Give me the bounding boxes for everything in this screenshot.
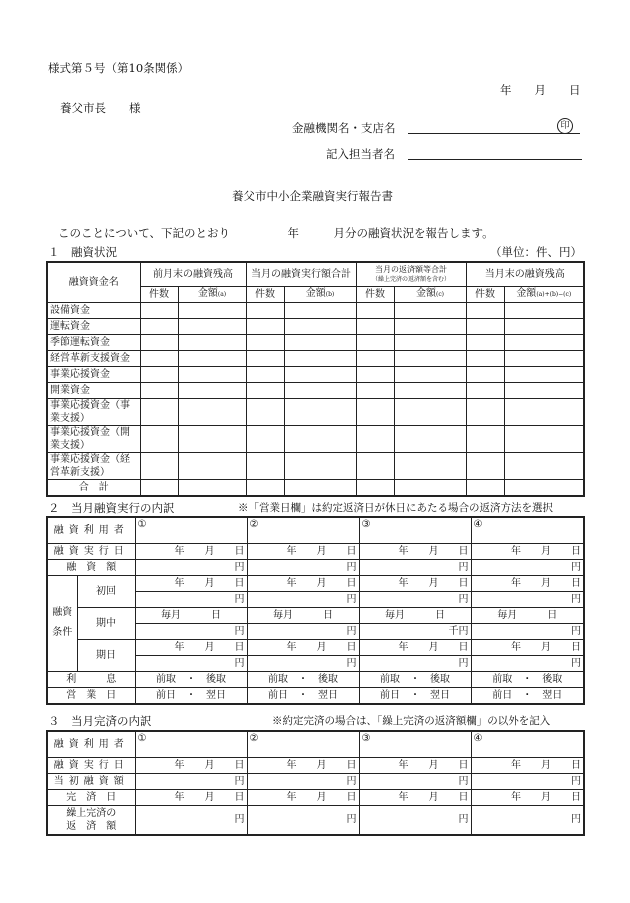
form-number: 様式第５号（第10条関係） (48, 61, 190, 75)
num-1: ① (135, 517, 247, 543)
initial-amount-label: 当初融資額 (47, 773, 135, 789)
section3-title: ３ 当月完済の内訳 (48, 714, 152, 728)
first-label: 初回 (77, 575, 135, 607)
early-repay-label: 繰上完済の 返 済 額 (47, 805, 135, 835)
loan-exec-table: 融資利用者 ① ② ③ ④ 融資実行日 年 月 日 年 月 日 年 月 日 年 月 日 融 資 額 円 円 円 円 融資条件 初回 年 月 日 年 月 日 年 月 日 年 月 日 円 円 円 円 期中 毎月 日 毎月 日 毎月 日 毎月 日 円 円 千円 円 期日 年 月 日 年 月 日 年 月 日 年 月 日 円 円 円 円 利 息 前取 ・ 後取 前取 ・ 後取 前取 ・ 後取 前取 ・ 後取 営 業 日 前日 ・ 翌日 前日 ・ 翌日 前日 ・ 翌日 前日 ・ 翌日 (46, 516, 585, 705)
num-3: ③ (359, 517, 471, 543)
sub-amount-c: 金額(c) (394, 286, 466, 302)
stamp-mark: 印 (557, 118, 573, 134)
mid-label: 期中 (77, 607, 135, 639)
repaid-table: 融資利用者 ① ② ③ ④ 融資実行日 年 月 日 年 月 日 年 月 日 年 月 日 当初融資額 円 円 円 円 完 済 日 年 月 日 年 月 日 年 月 日 年 月 日 繰上完済の 返 済 額 円 円 円 円 (46, 730, 585, 836)
page-title: 養父市中小企業融資実行報告書 (232, 189, 393, 203)
done-date-label: 完 済 日 (47, 789, 135, 805)
addressee: 養父市長 様 (60, 101, 141, 115)
bank-label: 金融機関名・支店名 (292, 121, 396, 135)
bank-line (408, 133, 580, 134)
user-label: 融資利用者 (47, 517, 135, 543)
user-label-3: 融資利用者 (47, 731, 135, 757)
section2-note: ※「営業日欄」は約定返済日が休日にあたる場合の返済方法を選択 (238, 502, 553, 514)
num-2: ② (247, 517, 359, 543)
group-exec-total: 当月の融資実行額合計 (246, 262, 356, 286)
bizday-label: 営 業 日 (47, 687, 135, 704)
section3-note: ※約定完済の場合は、「繰上完済の返済額欄」の以外を記入 (272, 715, 551, 727)
date-line: 年 月 日 (500, 83, 581, 97)
exec-date-label-3: 融資実行日 (47, 757, 135, 773)
sub-count: 件数 (246, 286, 284, 302)
person-label: 記入担当者名 (326, 147, 395, 161)
sub-count: 件数 (466, 286, 504, 302)
group-prev-balance: 前月末の融資残高 (140, 262, 246, 286)
group-end-balance: 当月末の融資残高 (466, 262, 584, 286)
sub-amount-total: 金額(a)+(b)−(c) (504, 286, 584, 302)
interest-label: 利 息 (47, 671, 135, 687)
sub-count: 件数 (140, 286, 178, 302)
num-4: ④ (471, 517, 584, 543)
total-label: 合 計 (47, 479, 140, 496)
last-label: 期日 (77, 639, 135, 671)
fund-row-label: 経営革新支援資金 (47, 350, 140, 366)
cond-label: 融資条件 (47, 575, 77, 671)
group-repay-total: 当月の返済額等合計 （繰上完済の返済額を含む） (356, 262, 466, 286)
section1-unit: （単位：件、円） (490, 245, 582, 259)
fund-row-label: 事業応援資金（経営革新支援） (47, 452, 140, 479)
fund-row-label: 季節運転資金 (47, 334, 140, 350)
sub-amount-b: 金額(b) (284, 286, 356, 302)
intro-text: このことについて、下記のとおり 年 月分の融資状況を報告します。 (58, 226, 494, 240)
fund-row-label: 事業応援資金（事業支援） (47, 398, 140, 425)
fund-row-label: 事業応援資金 (47, 366, 140, 382)
loan-status-table (46, 261, 585, 497)
fund-row-label: 運転資金 (47, 318, 140, 334)
sub-count: 件数 (356, 286, 394, 302)
amount-label: 融 資 額 (47, 559, 135, 575)
fund-row-label: 設備資金 (47, 302, 140, 318)
section2-title: ２ 当月融資実行の内訳 (48, 501, 175, 515)
fund-row-label: 開業資金 (47, 382, 140, 398)
fund-row-label: 事業応援資金（開業支援） (47, 425, 140, 452)
person-line (408, 159, 582, 160)
col-fund-name: 融資資金名 (47, 262, 140, 302)
sub-amount-a: 金額(a) (178, 286, 246, 302)
exec-date-label: 融資実行日 (47, 543, 135, 559)
section1-title: １ 融資状況 (48, 245, 117, 259)
